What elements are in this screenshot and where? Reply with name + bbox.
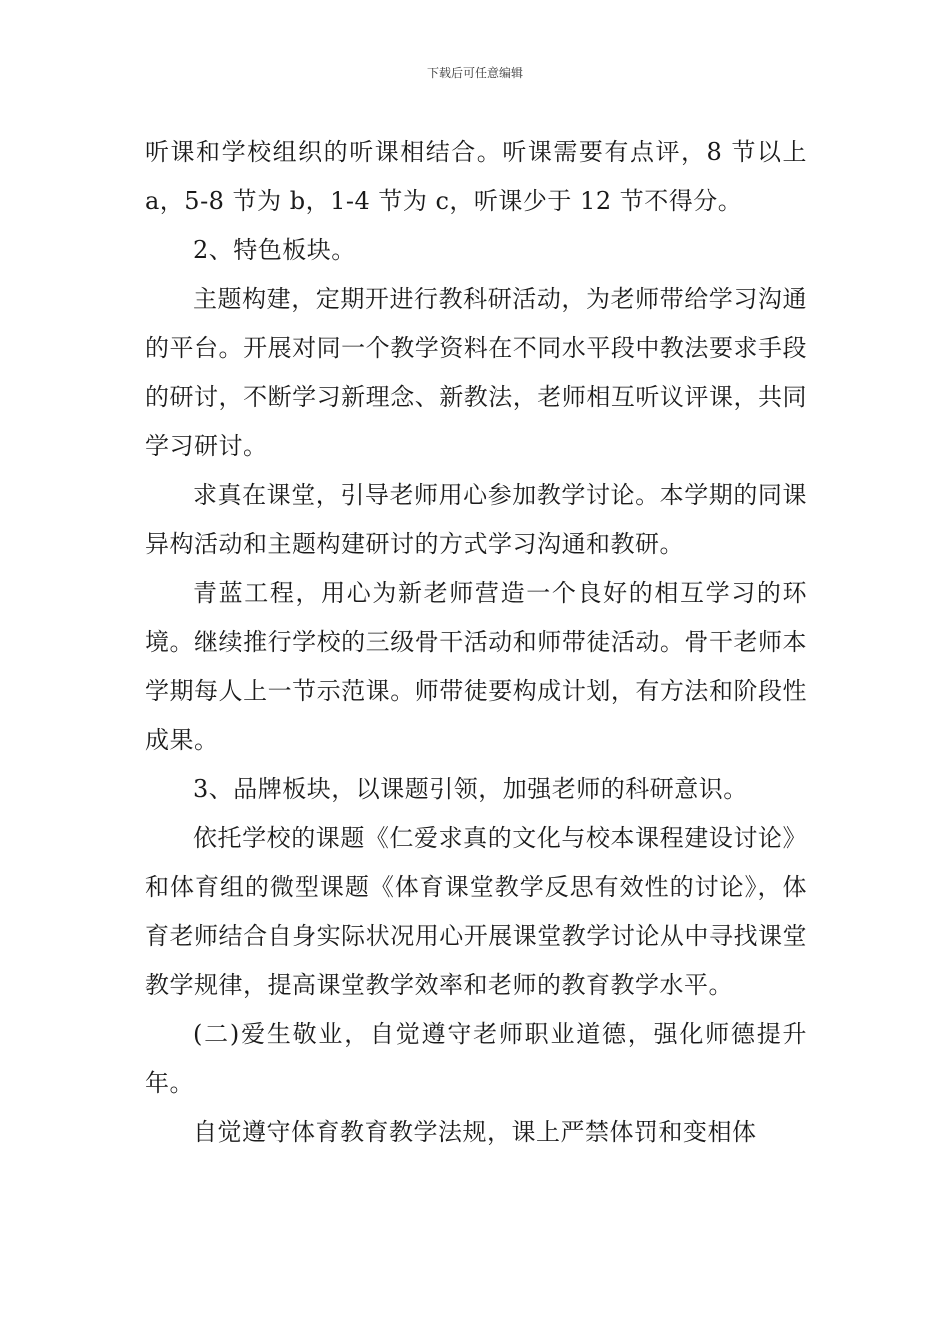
document-body (145, 128, 807, 1157)
page-header-note: 下载后可任意编辑 (426, 66, 523, 80)
heading-teacher-ethics: (二)爱生敬业，自觉遵守老师职业道德，强化师德提升年。 (145, 1020, 807, 1097)
paragraph-qinglan-project: 青蓝工程，用心为新老师营造一个良好的相互学习的环境。继续推行学校的三级骨干活动和师带徒活动。骨干老师本学期每人上一节示范课。师带徒要构成计划，有方法和阶段性成果。 (145, 579, 807, 754)
paragraph-listening-requirements: 听课和学校组织的听课相结合。听课需要有点评，8 节以上a，5-8 节为 b，1-4 节为 c，听课少于 12 节不得分。 (145, 138, 807, 215)
paragraph-research-topics: 依托学校的课题《仁爱求真的文化与校本课程建设讨论》和体育组的微型课题《体育课堂教学反思有效性的讨论》，体育老师结合自身实际状况用心开展课堂教学讨论从中寻找课堂教学规律，提高课堂教学效率和老师的教育教学水平。 (145, 824, 807, 999)
paragraph-truth-in-classroom: 求真在课堂，引导老师用心参加教学讨论。本学期的同课异构活动和主题构建研讨的方式学习沟通和教研。 (145, 481, 807, 558)
heading-brand-section: 3、品牌板块，以课题引领，加强老师的科研意识。 (193, 775, 748, 803)
paragraph-regulations: 自觉遵守体育教育教学法规，课上严禁体罚和变相体 (193, 1118, 757, 1146)
paragraph-theme-construction: 主题构建，定期开进行教科研活动，为老师带给学习沟通的平台。开展对同一个教学资料在不同水平段中教法要求手段的研讨，不断学习新理念、新教法，老师相互听议评课，共同学习研讨。 (145, 285, 807, 460)
heading-feature-section: 2、特色板块。 (193, 236, 356, 264)
